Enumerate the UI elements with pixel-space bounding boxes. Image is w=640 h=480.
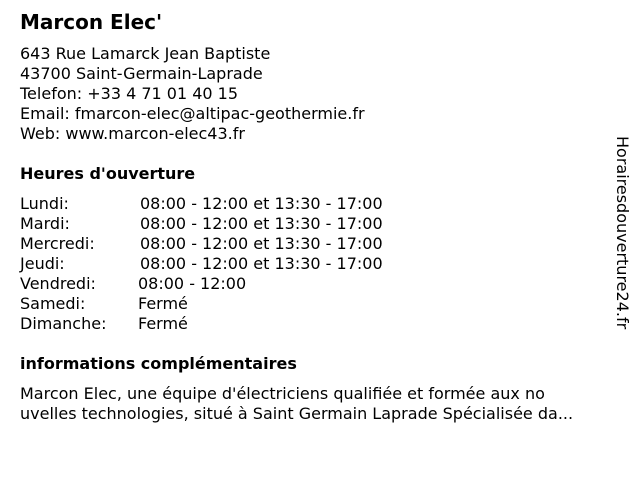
day-hours: 08:00 - 12:00 et 13:30 - 17:00 [140,234,383,253]
day-hours: 08:00 - 12:00 [138,274,247,293]
day-hours: 08:00 - 12:00 et 13:30 - 17:00 [140,214,383,233]
site-watermark: Horairesdouverture24.fr [613,136,632,330]
description-line: Marcon Elec, une équipe d'électriciens qualifiée et formée aux no [20,384,545,403]
business-name: Marcon Elec' [20,10,163,34]
additional-info-text [20,384,625,424]
day-label: Jeudi: [20,254,65,273]
day-label: Lundi: [20,194,69,213]
day-label: Dimanche: [20,314,107,333]
phone-line: Telefon: +33 4 71 01 40 15 [20,84,239,103]
email-line: Email: fmarcon-elec@altipac-geothermie.fr [20,104,365,123]
web-line: Web: www.marcon-elec43.fr [20,124,245,143]
day-label: Mardi: [20,214,70,233]
additional-info-title: informations complémentaires [20,354,297,373]
day-label: Samedi: [20,294,86,313]
address-street: 643 Rue Lamarck Jean Baptiste [20,44,271,63]
day-hours: 08:00 - 12:00 et 13:30 - 17:00 [140,254,383,273]
day-hours: Fermé [138,294,188,313]
address-city: 43700 Saint-Germain-Laprade [20,64,263,83]
description-line: uvelles technologies, situé à Saint Germain Laprade Spécialisée da... [20,404,574,423]
contact-block [20,44,365,144]
day-label: Mercredi: [20,234,95,253]
day-hours: Fermé [138,314,188,333]
opening-hours-title: Heures d'ouverture [20,164,196,183]
day-label: Vendredi: [20,274,96,293]
day-hours: 08:00 - 12:00 et 13:30 - 17:00 [140,194,383,213]
